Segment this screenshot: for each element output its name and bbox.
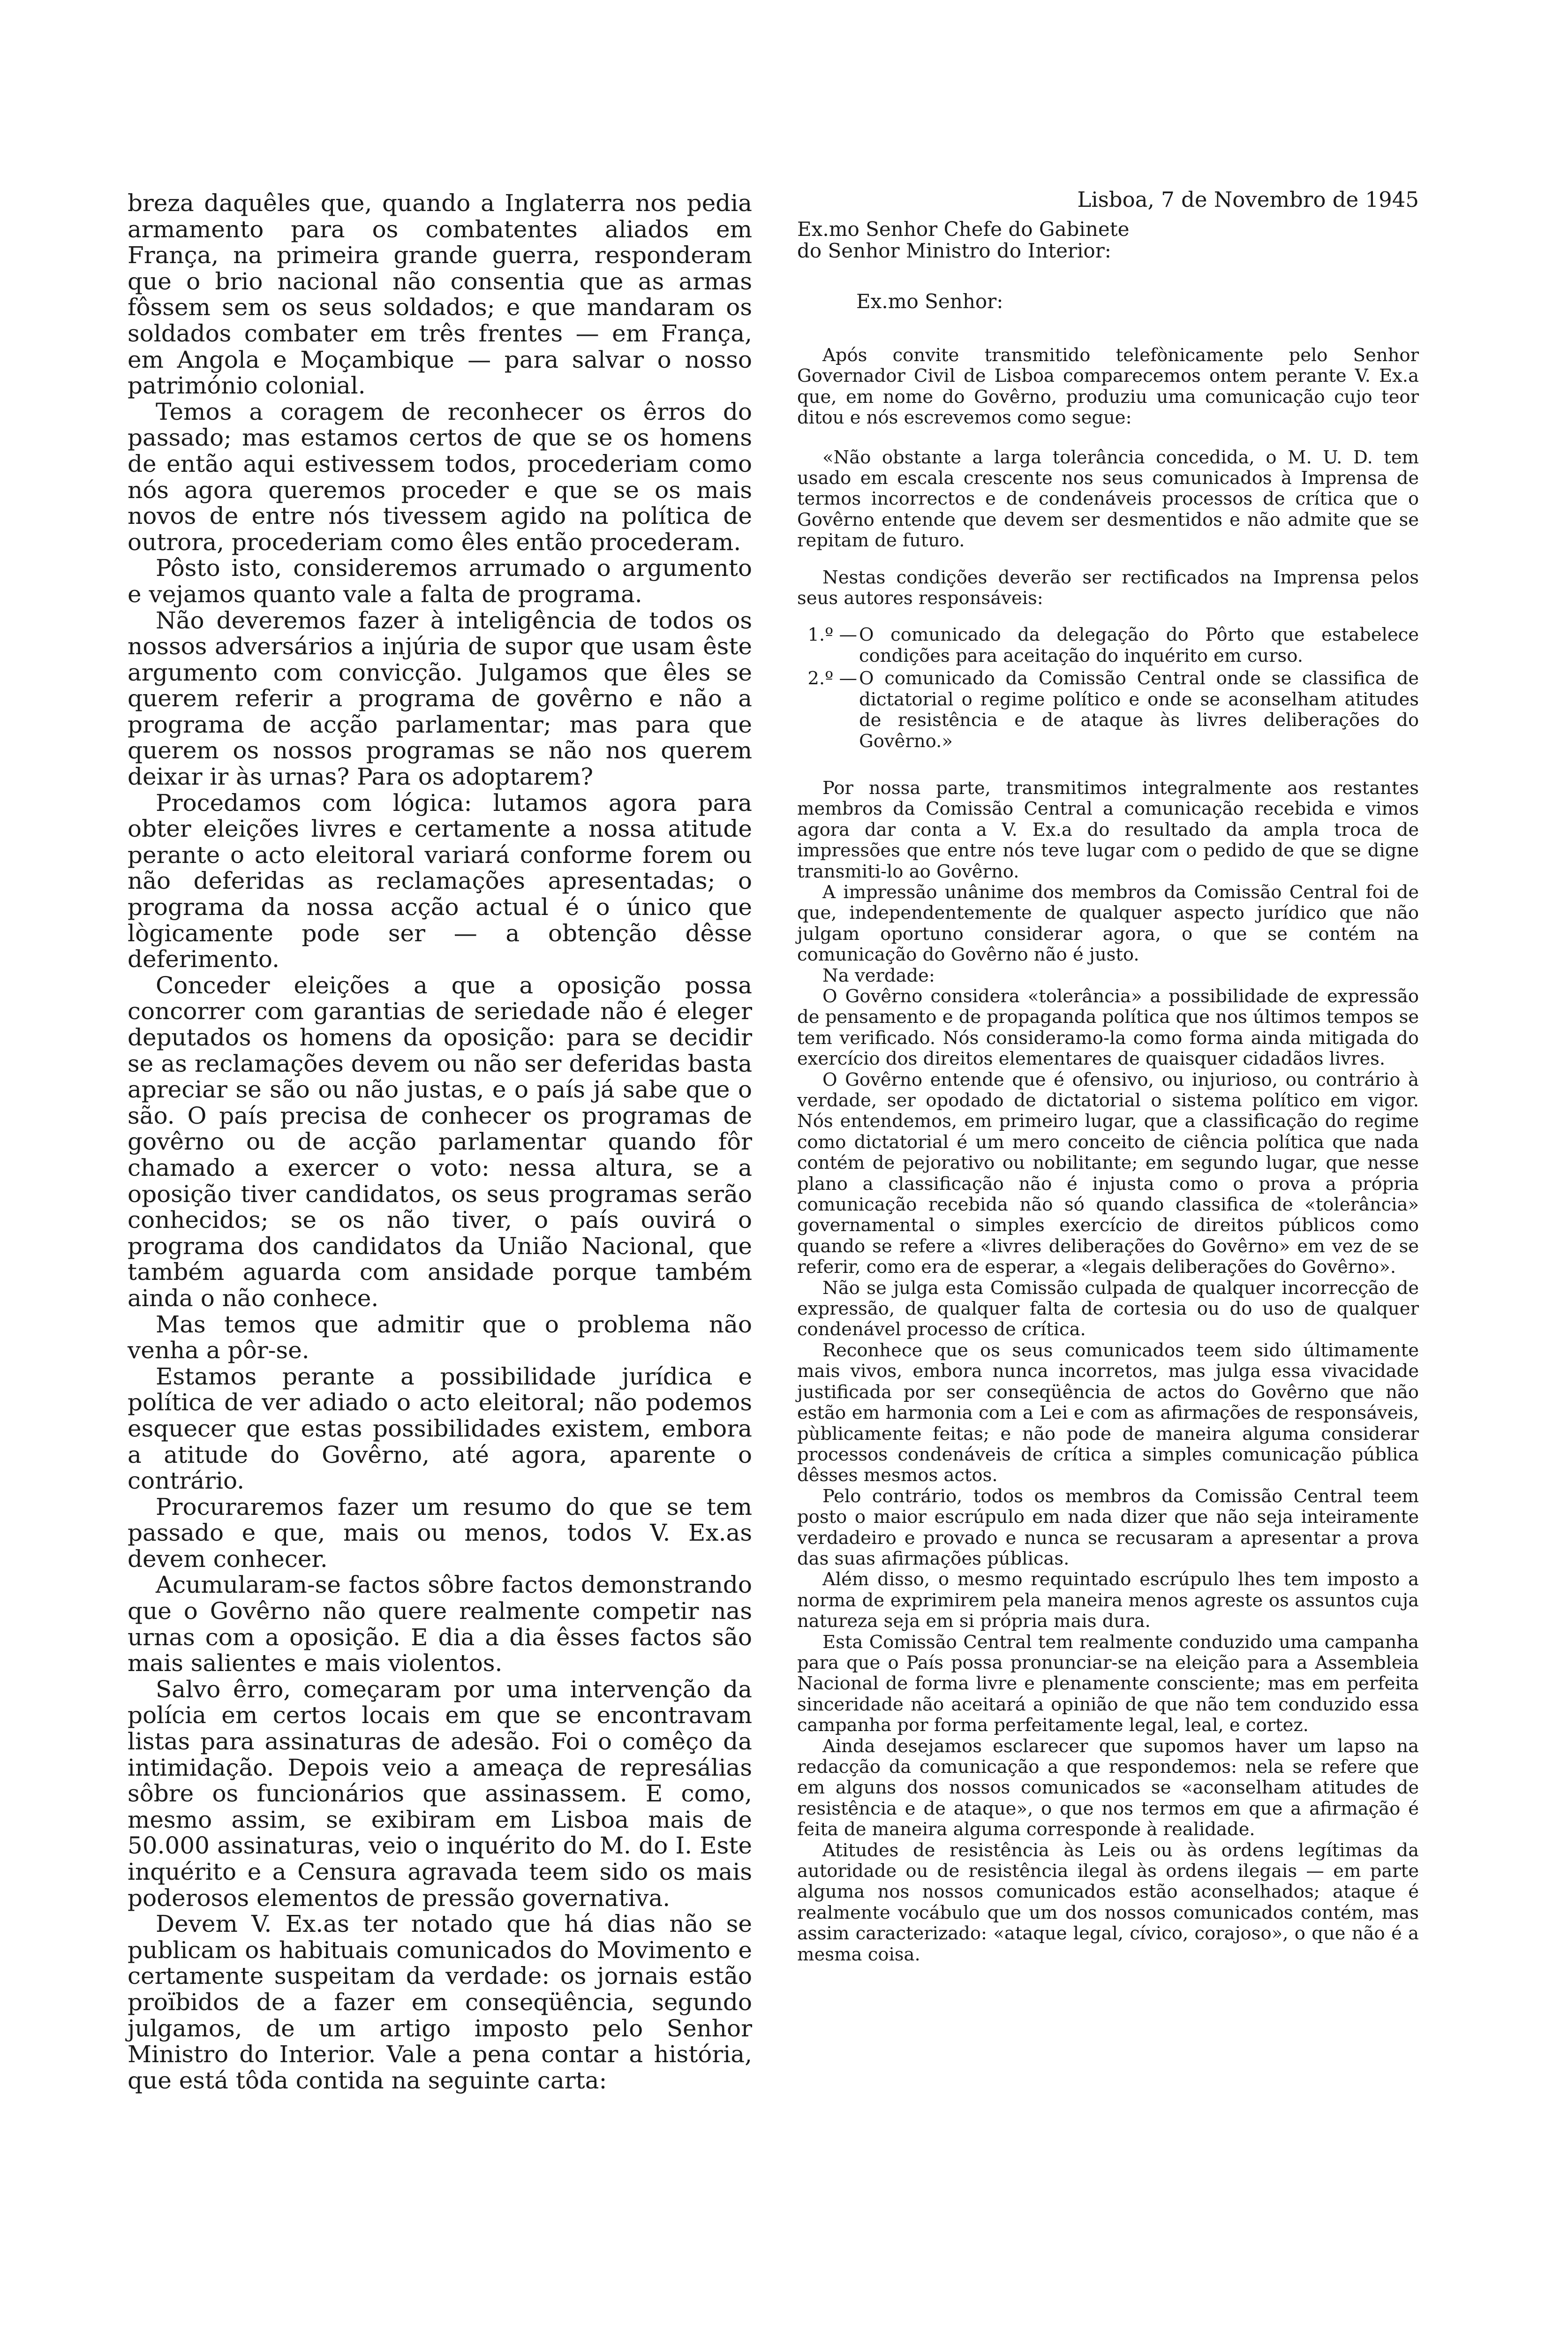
left-column <box>128 190 752 2094</box>
letter-paragraph: O Govêrno considera «tolerância» a possibilidade de expressão de pensamento e de propaganda política que nos últimos tempos se tem verificado. Nós consideramo-la como forma ainda mitigada do exercício dos direitos elementares de quaisquer cidadãos livres. <box>797 985 1419 1070</box>
list-item <box>797 668 1419 752</box>
paragraph: Procedamos com lógica: lutamos agora para obter eleições livres e certamente a nossa atitude perante o acto eleitoral variará conforme forem ou não deferidas as reclamações apresentadas; o programa da nossa acção actual é o único que lògicamente pode ser — a obtenção dêsse deferimento. <box>128 789 752 973</box>
letter-paragraph: Não se julga esta Comissão culpada de qualquer incorrecção de expressão, de qualquer falta de cortesia ou do uso de qualquer condenável processo de crítica. <box>797 1277 1419 1340</box>
paragraph: Estamos perante a possibilidade jurídica e política de ver adiado o acto eleitoral; não podemos esquecer que estas possibilidades existem, embora a atitude do Govêrno, até agora, aparente o contrário. <box>128 1362 752 1495</box>
letter-paragraph: Além disso, o mesmo requintado escrúpulo lhes tem imposto a norma de exprimirem pela maneira menos agreste os assuntos cuja natureza seja em si própria mais dura. <box>797 1569 1419 1632</box>
letter-paragraph: Esta Comissão Central tem realmente conduzido uma campanha para que o País possa pronunciar-se na eleição para a Assembleia Nacional de forma livre e plenamente consciente; mas em perfeita sinceridade não aceitará a opinião de que não tem conduzido essa campanha por forma perfeitamente legal, leal, e cortez. <box>797 1631 1419 1736</box>
paragraph: Mas temos que admitir que o problema não venha a pôr-se. <box>128 1310 752 1364</box>
letter-paragraph: Ainda desejamos esclarecer que supomos haver um lapso na redacção da comunicação a que respondemos: nela se refere que em alguns dos nossos comunicados se «aconselham atitudes de resistência e de ataque», o que nos termos em que a afirmação é feita de maneira alguma corresponde à realidade. <box>797 1735 1419 1840</box>
paragraph: Procuraremos fazer um resumo do que se tem passado e que, mais ou menos, todos V. Ex.as devem conhecer. <box>128 1493 752 1573</box>
paragraph: Acumularam-se factos sôbre factos demonstrando que o Govêrno não quere realmente competir nas urnas com a oposição. E dia a dia êsses factos são mais salientes e mais violentos. <box>128 1571 752 1677</box>
quoted-communication: Nestas condições deverão ser rectificados na Imprensa pelos seus autores responsáveis: <box>797 567 1419 609</box>
list-text: O comunicado da Comissão Central onde se classifica de dictatorial o regime político e onde se aconselham atitudes de resistência e de ataque às livres deliberações do Govêrno.» <box>859 668 1419 752</box>
paragraph: Pôsto isto, consideremos arrumado o argumento e vejamos quanto vale a falta de programa. <box>128 554 752 608</box>
letter-paragraph: Reconhece que os seus comunicados teem sido últimamente mais vivos, embora nunca incorretos, mas julga essa vivacidade justificada por ser conseqüência de actos do Govêrno que não estão em harmonia com a Lei e com as afirmações de responsáveis, pùblicamente feitas; e não pode de maneira alguma considerar processos condenáveis de crítica a simples comunicação pública dêsses mesmos actos. <box>797 1339 1419 1486</box>
letter-paragraph: A impressão unânime dos membros da Comissão Central foi de que, independentemente de qualquer aspecto jurídico que não julgam oportuno considerar agora, o que se contém na comunicação do Govêrno não é justo. <box>797 881 1419 966</box>
letter-addressee: do Senhor Ministro do Interior: <box>797 239 1111 262</box>
quoted-communication: «Não obstante a larga tolerância concedida, o M. U. D. tem usado em escala crescente nos seus comunicados à Imprensa de termos incorrectos e de condenáveis processos de crítica que o Govêrno entende que devem ser desmentidos e não admite que se repitam de futuro. <box>797 446 1419 552</box>
paragraph: Não deveremos fazer à inteligência de todos os nossos adversários a injúria de supor que usam êste argumento com convicção. Julgamos que êles se querem referir a programa de govêrno e não a programa de acção parlamentar; mas para que querem os nossos programas se não nos querem deixar ir às urnas? Para os adoptarem? <box>128 606 752 791</box>
letter-paragraph: Pelo contrário, todos os membros da Comissão Central teem posto o maior escrúpulo em nada dizer que não seja inteiramente verdadeiro e provado e nunca se recusaram a apresentar a prova das suas afirmações públicas. <box>797 1485 1419 1569</box>
list-number: 1.º — <box>807 624 857 646</box>
letter-paragraph: O Govêrno entende que é ofensivo, ou injurioso, ou contrário à verdade, ser opodado de dictatorial o sistema político em vigor. Nós entendemos, em primeiro lugar, que a classificação do regime como dictatorial é um mero conceito de ciência política que nada contém de pejorativo ou nobilitante; em segundo lugar, que nesse plano a classificação não é injusta como o prova a própria comunicação recebida não só quando classifica de «tolerância» governamental o simples exercício de direitos públicos como quando se refere a «livres deliberações do Govêrno» em vez de se referir, como era de esperar, a «legais deliberações do Govêrno». <box>797 1069 1419 1278</box>
letter-paragraph: Na verdade: <box>822 965 935 986</box>
paragraph: Conceder eleições a que a oposição possa concorrer com garantias de seriedade não é eleger deputados os homens da oposição: para se decidir se as reclamações devem ou não ser deferidas basta apreciar se são ou não justas, e o país já sabe que o são. O país precisa de conhecer os programas de govêrno ou de acção parlamentar quando fôr chamado a exercer o voto: nessa altura, se a oposição tiver candidatos, os seus programas serão conhecidos; se os não tiver, o país ouvirá o programa dos candidatos da União Nacional, que também aguarda com ansidade porque também ainda o não conhece. <box>128 971 752 1312</box>
paragraph: Devem V. Ex.as ter notado que há dias não se publicam os habituais comunicados do Movimento e certamente suspeitam da verdade: os jornais estão proïbidos de a fazer em conseqüência, segundo julgamos, de um artigo imposto pelo Senhor Ministro do Interior. Vale a pena contar a história, que está tôda contida na seguinte carta: <box>128 1910 752 2094</box>
list-item <box>797 625 1419 666</box>
letter-paragraph: Atitudes de resistência às Leis ou às ordens legítimas da autoridade ou de resistência ilegal às ordens ilegais — em parte alguma nos nossos comunicados estão aconselhados; ataque é realmente vocábulo que um dos nossos comunicados contém, mas assim caracterizado: «ataque legal, cívico, corajoso», o que não é a mesma coisa. <box>797 1839 1419 1965</box>
list-number: 2.º — <box>807 668 857 689</box>
letter-salutation: Ex.mo Senhor: <box>856 290 1003 313</box>
right-column <box>797 188 1419 1965</box>
letter-paragraph: Por nossa parte, transmitimos integralmente aos restantes membros da Comissão Central a comunicação recebida e vimos agora dar conta a V. Ex.a do resultado da ampla troca de impressões que entre nós teve lugar com o pedido de que se digne transmiti-lo ao Govêrno. <box>797 777 1419 882</box>
list-text: O comunicado da delegação do Pôrto que estabelece condições para aceitação do inquérito em curso. <box>859 624 1419 666</box>
paragraph: Salvo êrro, começaram por uma intervenção da polícia em certos locais em que se encontravam listas para assinaturas de adesão. Foi o comêço da intimidação. Depois veio a ameaça de represálias sôbre os funcionários que assinassem. E como, mesmo assim, se exibiram em Lisboa mais de 50.000 assinaturas, veio o inquérito do M. do I. Este inquérito e a Censura agravada teem sido os mais poderosos elementos de pressão governativa. <box>128 1675 752 1912</box>
paragraph: breza daquêles que, quando a Inglaterra nos pedia armamento para os combatentes aliados em França, na primeira grande guerra, responderam que o brio nacional não consentia que as armas fôssem sem os seus soldados; e que mandaram os soldados combater em três frentes — em França, em Angola e Moçambique — para salvar o nosso património colonial. <box>128 189 752 400</box>
paragraph: Temos a coragem de reconhecer os êrros do passado; mas estamos certos de que se os homens de então aqui estivessem todos, procederiam como nós agora queremos proceder e que se os mais novos de entre nós tivessem agido na política de outrora, procederiam como êles então procederam. <box>128 398 752 556</box>
numbered-list <box>797 625 1419 751</box>
letter-addressee: Ex.mo Senhor Chefe do Gabinete <box>797 218 1130 241</box>
letter-paragraph: Após convite transmitido telefònicamente pelo Senhor Governador Civil de Lisboa comparecemos ontem perante V. Ex.a que, em nome do Govêrno, produziu uma comunicação cujo teor ditou e nós escrevemos como segue: <box>797 345 1419 429</box>
letter-dateline: Lisboa, 7 de Novembro de 1945 <box>1077 187 1419 212</box>
